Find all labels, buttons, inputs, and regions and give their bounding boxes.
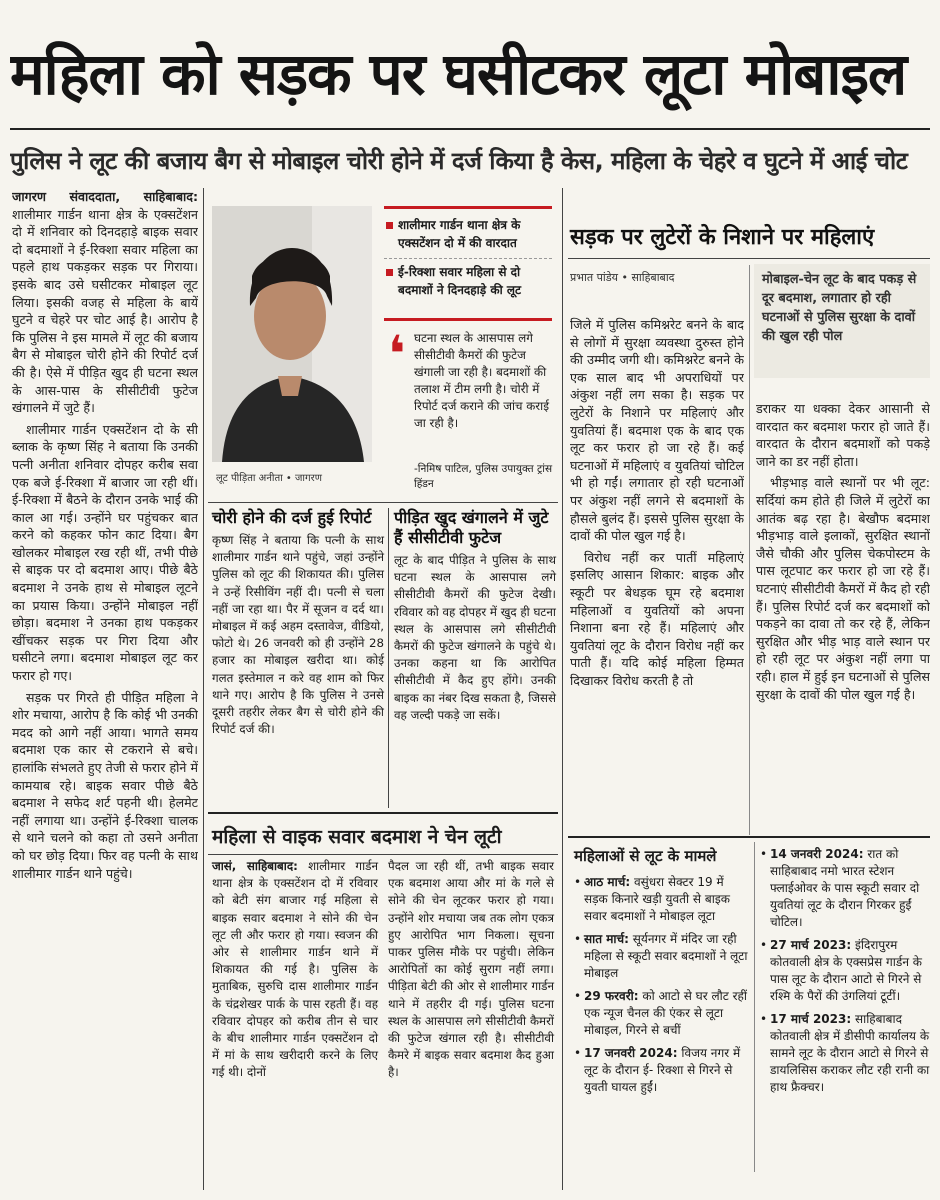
case-item: • 17 मार्च 2023: साहिबाबाद कोतवाली क्षेत्र में डीसीपी कार्यालय के सामने लूट के दौरान आटो से गिरने से डायलिसिस कराकर लौट रही रानी का हाथ फ्रैक्चर। (760, 1011, 932, 1096)
photo-section-divider (208, 502, 558, 503)
right-paragraph: भीड़भाड़ वाले स्थानों पर भी लूट: सर्दियां कम होते ही जिले में लुटेरों का आतंक बढ़ रहा है। बेखौफ बदमाश भीड़भाड़ वाले इलाकों, सुरक्षित स्थानों जैसे चौकी और पुलिस चेकपोस्टम के पास लूटपाट कर फरार हो जा रहे हैं। घटनाएं सीसीटीवी कैमरों में कैद हो रही हैं। पुलिस रिपोर्ट दर्ज कर बदमाशों को पकड़ने का दावा तो कर रहे हैं, लेकिन सुरक्षित और भीड़ भाड़ वाले स्थान पर हो रही लूट पर अंकुश नहीं लगा पा रही। हाल में हुई इन घटनाओं से पुलिस सुरक्षा के दावों की पोल खुल गई है। (756, 475, 930, 702)
case-item: • सात मार्च: सूर्यनगर में मंदिर जा रही महिला से स्कूटी सवार बदमाशों ने लूटा मोबाइल (574, 931, 750, 982)
case-item: • 27 मार्च 2023: इंदिरापुरम कोतवाली क्षेत्र के एक्सप्रेस गार्डन के पास लूट के दौरान आटो से गिरने से रश्मि के पैरों की उंगलियां टूटीं। (760, 937, 932, 1005)
right-paragraph: विरोध नहीं कर पातीं महिलाएं इसलिए आसान शिकार: बाइक और स्कूटी पर बेधड़क घूम रहे बदमाश महिलाओं व युवतियों को अपना निशाना बना रहे हैं। महिलाएं और युवतियां लूट के दौरान विरोध नहीं कर पाती हैं। यदि कोई महिला हिम्मत दिखाकर विरोध करती है तो (570, 549, 744, 688)
highlights-list (384, 212, 552, 318)
right-inner-divider (749, 265, 750, 835)
chain-text-1: शालीमार गार्डन थाना क्षेत्र के एक्सटेंशन दो में रविवार को बेटी संग बाजार गई महिला से बाइक सवार बदमाश ने सोने की चेन लूट ली और फरार हो गया। स्वजन की ओर से शालीमार गार्डन थाने में शिकायत की गई है। पुलिस के मुताबिक, सुरुचि दास शालीमार गार्डन के चंद्रशेखर पार्क के पास रहती हैं। वह रविवार दोपहर को करीब तीन से चार के बीच शालीमार गार्डन एक्सटेंशन दो में मां के साथ खरीदारी करने के लिए गई थी। दोनों (212, 859, 378, 1080)
highlight-item: शालीमार गार्डन थाना क्षेत्र के एक्सटेंशन दो में की वारदात (384, 212, 552, 259)
right-divider (562, 188, 563, 1190)
case-item: • 17 जनवरी 2024: विजय नगर में लूट के दौरान ई- रिक्शा से गिरने से युवती घायल हुईं। (574, 1045, 750, 1096)
headline: महिला को सड़क पर घसीटकर लूटा मोबाइल (10, 40, 907, 108)
left-column (12, 188, 198, 1190)
case-item: • आठ मार्च: वसुंधरा सेक्टर 19 में सड़क किनारे खड़ी युवती से बाइक सवार बदमाशों ने मोबाइल लूटा (574, 874, 750, 925)
chain-title-rule (208, 854, 558, 855)
right-byline: प्रभात पांडेय • साहिबाबाद (570, 271, 675, 284)
quote-mark-icon: ❛ (388, 325, 406, 383)
cases-list-left (574, 874, 750, 1174)
right-story-title: सड़क पर लुटेरों के निशाने पर महिलाएं (570, 225, 875, 250)
cases-top-rule (568, 836, 930, 838)
cctv-box (394, 508, 556, 818)
box-divider (388, 508, 389, 808)
victim-photo (212, 206, 372, 462)
theft-report-box (212, 508, 384, 820)
cctv-body: लूट के बाद पीड़ित ने पुलिस के साथ घटना स्थल के आसपास लगे सीसीटीवी कैमरों की फुटेज देखी। रविवार को वह दोपहर में खुद ही घटना स्थल के आसपास लगे सीसीटीवी कैमरों की फुटेज खंगालने के पहुंचे थे। उनका कहना था कि आरोपित सीसीटीवी में कैद हुए होंगे। उनकी बाइक का नंबर दिख सकता है, जिससे वह जल्दी पकड़े जा सकें। (394, 553, 556, 722)
case-item: • 14 जनवरी 2024: रात को साहिबाबाद नमो भारत स्टेशन फ्लाईओवर के पास स्कूटी सवार दो युवतियां लूट के दौरान गिरकर हुईं चोटिल। (760, 846, 932, 931)
right-col-2 (756, 400, 930, 840)
case-item: • 29 फरवरी: को आटो से घर लौट रहीं एक न्यूज चैनल की एंकर से लूटा मोबाइल, गिरने से बचीं (574, 988, 750, 1039)
cases-divider (754, 842, 755, 1172)
cases-title: महिलाओं से लूट के मामले (574, 847, 717, 865)
left-paragraph-3: सड़क पर गिरते ही पीड़ित महिला ने शोर मचाया, आरोप है कि कोई भी उनकी मदद को आगे नहीं आया। भागते समय बदमाश एक कार से टकराने से बचे। हालांकि संभलते हुए तेजी से फरार होने में कामयाब रहे। बाइक सवार पीछे बैठे बदमाश ने सफेद शर्ट पहनी थी। हेलमेट नहीं लगाया था। उन्होंने ई-रिक्शा चालक से थाने चलने को कहा तो उसने अनीता को घर छोड़ दिया। फिर वह पत्नी के साथ शालीमार गार्डन थाने पहुंचे। (12, 689, 198, 881)
column-divider (203, 188, 204, 1190)
left-paragraph-2: शालीमार गार्डन एक्सटेंशन दो के सी ब्लाक के कृष्ण सिंह ने बताया कि उनकी पत्नी अनीता शनिवार दोपहर करीब सवा एक बजे ई-रिक्शा में बाजार जा रही थीं। ई-रिक्शा में बैठने के दौरान उनके भाई की काल आ गई। उन्होंने घर पहुंचकर बात करने को कहकर फोन काट दिया। बैग खोलकर मोबाइल रख रही थीं, तभी पीछे से बाइक पर दो बदमाश आए। पीछे बैठे बदमाश ने उनके हाथ से मोबाइल लूटने का प्रयास किया। उन्होंने मोबाइल नहीं छोड़ा। बदमाश ने उनका हाथ पकड़कर खींचकर सड़क पर गिरा दिया और घसीटने लगा। बदमाश मोबाइल लूट कर फरार हो गए। (12, 421, 198, 684)
quote-text: घटना स्थल के आसपास लगे सीसीटीवी कैमरों की फुटेज खंगाली जा रही है। बदमाशों की तलाश में टीम लगी है। चोरी में रिपोर्ट दर्ज कराने की जांच कराई जा रही है। (414, 331, 549, 430)
cctv-title: पीड़ित खुद खंगालने में जुटे हैं सीसीटीवी फुटेज (394, 508, 549, 547)
right-paragraph: जिले में पुलिस कमिश्नरेट बनने के बाद से लोगों में सुरक्षा व्यवस्था दुरुस्त होने की उम्मीद जगी थी। कमिश्नरेट बनने के एक साल बाद भी अपराधियों पर अंकुश नहीं लग सका है। सड़क पर लुटेरों के निशाने पर महिलाएं और युवतियां हैं। बदमाश एक के बाद एक लूट कर फरार हो जा रहे हैं। कई घटनाओं में महिलाएं व युवतियां चोटिल भी हो गईं। लगातार हो रही घटनाओं पर अंकुश नहीं लगने से बदमाशों के हौसले बुलंद हैं। इससे पुलिस सुरक्षा के दावों की पोल खुल गई है। (570, 317, 744, 544)
cases-list-right (760, 846, 932, 1176)
right-paragraph: डराकर या धक्का देकर आसानी से वारदात कर बदमाश फरार हो जाते हैं। वारदात के दौरान बदमाशों को पकड़े जाने का डर नहीं होता। (756, 401, 930, 469)
chain-byline: जासं, साहिबाबाद: (212, 859, 298, 873)
highlights-top-bar (384, 206, 552, 209)
chain-box-title: महिला से वाइक सवार बदमाश ने चेन लूटी (212, 826, 502, 848)
highlights-bottom-bar (384, 318, 552, 321)
person-portrait-icon (212, 206, 372, 462)
left-byline: जागरण संवाददाता, साहिबाबाद: (12, 189, 198, 204)
chain-col-1 (212, 858, 378, 1178)
quote-author: -निमिष पाटिल, पुलिस उपायुक्त ट्रांस हिंडन (414, 463, 553, 490)
theft-report-title: चोरी होने की दर्ज हुई रिपोर्ट (212, 508, 372, 527)
left-paragraph-1: शालीमार गार्डन थाना क्षेत्र के एक्सटेंशन दो में शनिवार को दिनदहाड़े बाइक सवार दो बदमाशों ने ई-रिक्शा सवार महिला का पहले हाथ पकड़कर सड़क पर गिराया। इसके बाद उसे घसीटकर मोबाइल लूट लिया। इसकी वजह से महिला के बायें घुटने व चेहरे पर चोट आई है। आरोप है कि पुलिस ने इस मामले में लूट की बजाय बैग से मोबाइल चोरी होने की रिपोर्ट दर्ज की है। ऐसे में पीड़ित खुद ही घटना स्थल के आस-पास के सीसीटीवी फुटेज खंगालने में जुटे हैं। (12, 206, 198, 416)
police-quote (414, 330, 554, 470)
right-sidebox: मोबाइल-चेन लूट के बाद पकड़ से दूर बदमाश, लगातार हो रही घटनाओं से पुलिस सुरक्षा के दावों की खुल रही पोल (754, 264, 930, 378)
highlight-item: ई-रिक्शा सवार महिला से दो बदमाशों ने दिनदहाड़े की लूट (384, 259, 552, 305)
right-col-1 (570, 316, 744, 836)
chain-col-2: पैदल जा रही थीं, तभी बाइक सवार एक बदमाश आया और मां के गले से सोने की चेन लूटकर फरार हो गया। उन्होंने शोर मचाया जब तक लोग एकत्र हुए आरोपित भाग निकला। सूचना पाकर पुलिस मौके पर पहुंची। लेकिन आरोपितों का कोई सुराग नहीं लगा। पीड़िता बेटी की ओर से शालीमार गार्डन थाने में तहरीर दी गई। पुलिस घटना स्थल के आसपास लगे सीसीटीवी कैमरों की फुटेज खंगाल रही है। सीसीटीवी कैमरे में बाइक सवार बदमाश कैद हुआ है। (388, 859, 554, 1080)
theft-report-body: कृष्ण सिंह ने बताया कि पत्नी के साथ शालीमार गार्डन थाने पहुंचे, जहां उन्होंने पुलिस को लूट की शिकायत की। पुलिस ने उन्हें रिसीविंग नहीं दी। पत्नी से चला नहीं जा रहा था। पैर में सूजन व दर्द था। मोबाइल में कई अहम दस्तावेज, वीडियो, फोटो थे। 26 जनवरी को ही उन्होंने 28 हजार का मोबाइल खरीदा था। कोई गलत इस्तेमाल न करे वह शाम को फिर थाने गए। आरोप है कि पुलिस ने उनसे दूसरी तहरीर लेकर बैग से चोरी होने की रिपोर्ट दर्ज की। (212, 533, 384, 737)
right-title-rule (568, 258, 930, 259)
photo-caption: लूट पीड़िता अनीता • जागरण (216, 473, 322, 484)
headline-divider (10, 128, 930, 130)
chain-box-top-rule (208, 812, 558, 818)
subhead: पुलिस ने लूट की बजाय बैग से मोबाइल चोरी होने में दर्ज किया है केस, महिला के चेहरे व घुटने में आई चोट (10, 147, 908, 175)
